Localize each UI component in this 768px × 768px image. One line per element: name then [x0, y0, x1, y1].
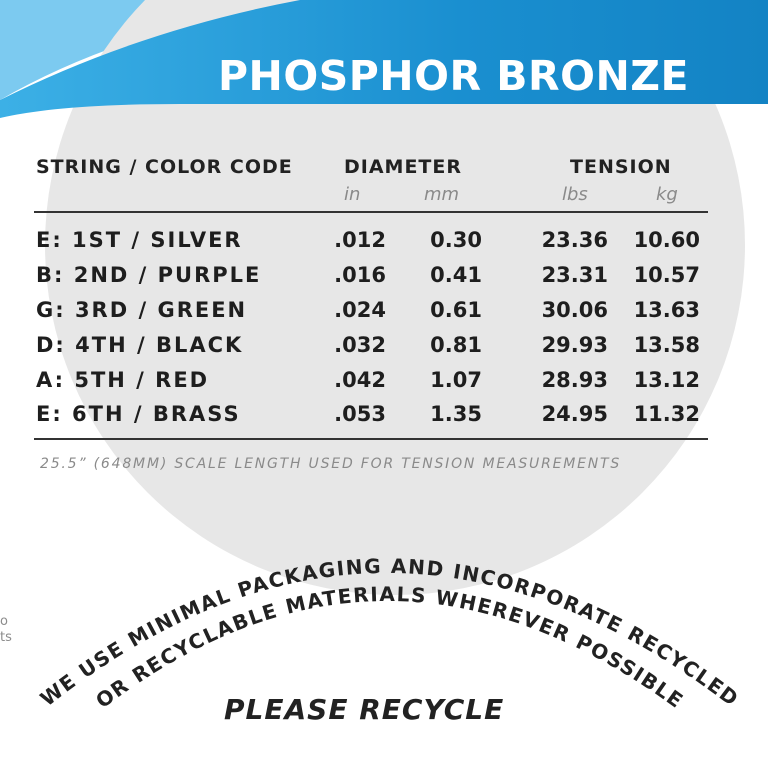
- unit-kg: kg: [656, 184, 678, 205]
- unit-lbs: lbs: [562, 184, 588, 205]
- string-name: A: 5TH / RED: [36, 368, 210, 392]
- tension-kg: 10.57: [633, 263, 700, 287]
- diameter-in: .016: [334, 263, 386, 287]
- string-name: B: 2ND / PURPLE: [36, 263, 262, 287]
- tension-lbs: 29.93: [541, 333, 608, 357]
- header-diameter: DIAMETER: [344, 156, 463, 178]
- page-title: PHOSPHOR BRONZE: [218, 52, 690, 100]
- diameter-in: .012: [334, 228, 386, 252]
- tension-lbs: 23.31: [541, 263, 608, 287]
- tension-lbs: 23.36: [541, 228, 608, 252]
- header-string-color-code: STRING / COLOR CODE: [36, 156, 293, 178]
- please-recycle-text: PLEASE RECYCLE: [224, 693, 505, 726]
- diameter-mm: 1.35: [430, 402, 482, 426]
- string-name: E: 1ST / SILVER: [36, 228, 243, 252]
- tension-lbs: 24.95: [541, 402, 608, 426]
- recycle-line-1: WE USE MINIMAL PACKAGING AND INCORPORATE RECYCLED: [35, 553, 744, 712]
- string-name: D: 4TH / BLACK: [36, 333, 244, 357]
- recycle-line-2: OR RECYCLABLE MATERIALS WHEREVER POSSIBLE: [91, 581, 689, 714]
- tension-lbs: 30.06: [541, 298, 608, 322]
- diameter-in: .024: [334, 298, 386, 322]
- unit-in: in: [344, 184, 361, 205]
- tension-kg: 13.12: [633, 368, 700, 392]
- diameter-in: .053: [334, 402, 386, 426]
- scale-length-footnote: 25.5” (648MM) SCALE LENGTH USED FOR TENSION MEASUREMENTS: [40, 456, 622, 472]
- tension-kg: 13.58: [633, 333, 700, 357]
- table-top-rule: [34, 211, 708, 213]
- string-name: G: 3RD / GREEN: [36, 298, 248, 322]
- diameter-mm: 0.81: [430, 333, 482, 357]
- edge-fragment: o: [0, 614, 8, 629]
- edge-fragment: ts: [0, 630, 12, 645]
- tension-kg: 10.60: [633, 228, 700, 252]
- diameter-in: .032: [334, 333, 386, 357]
- diameter-mm: 0.41: [430, 263, 482, 287]
- tension-kg: 11.32: [633, 402, 700, 426]
- diameter-in: .042: [334, 368, 386, 392]
- header-tension: TENSION: [570, 156, 672, 178]
- diameter-mm: 0.30: [430, 228, 482, 252]
- tension-lbs: 28.93: [541, 368, 608, 392]
- tension-kg: 13.63: [633, 298, 700, 322]
- table-bottom-rule: [34, 438, 708, 440]
- string-name: E: 6TH / BRASS: [36, 402, 241, 426]
- diameter-mm: 0.61: [430, 298, 482, 322]
- unit-mm: mm: [424, 184, 460, 205]
- diameter-mm: 1.07: [430, 368, 482, 392]
